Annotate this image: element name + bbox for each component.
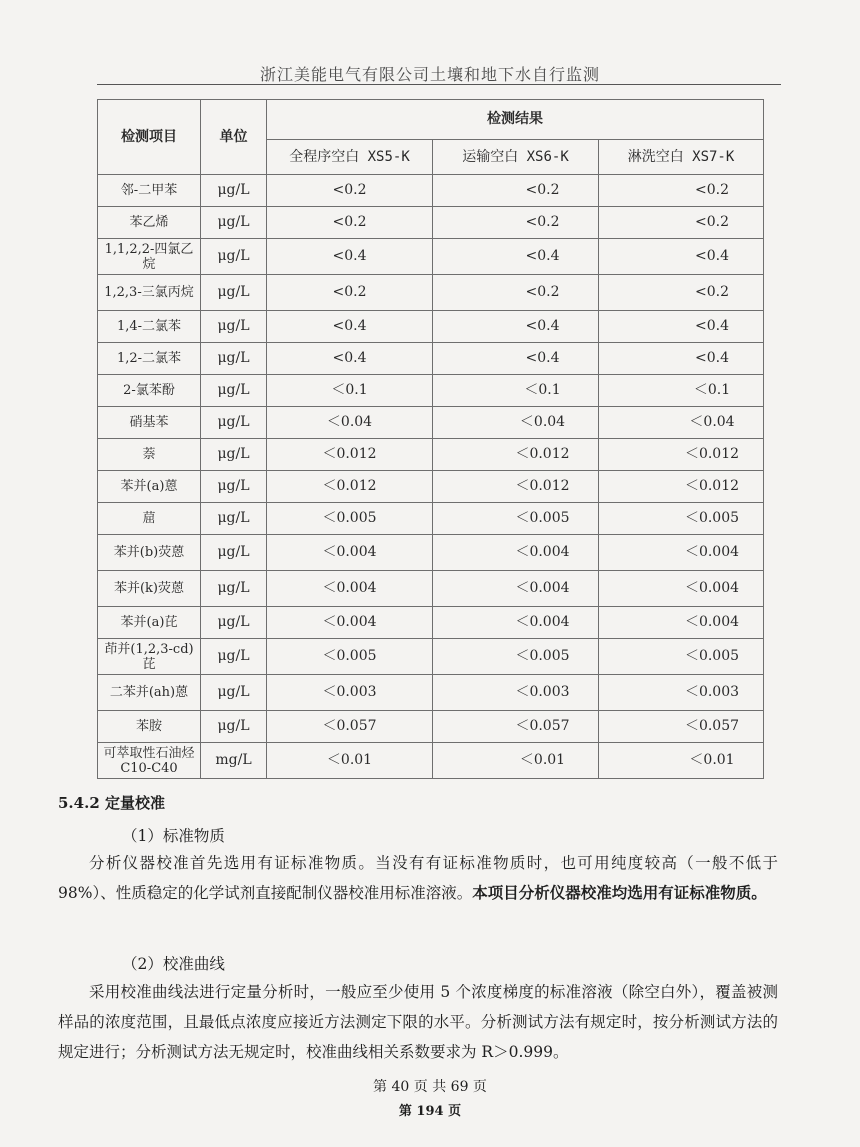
cell-unit: μg/L — [201, 639, 267, 675]
cell-value: <0.4 — [433, 343, 599, 375]
column-header-blank-rinse: 淋洗空白 XS7-K — [599, 140, 764, 175]
cell-item: 二苯并(ah)蒽 — [98, 675, 201, 711]
cell-value: ＜0.1 — [433, 375, 599, 407]
table-row — [98, 711, 764, 743]
cell-value: ＜0.012 — [433, 471, 599, 503]
table-row — [98, 239, 764, 275]
table-row — [98, 175, 764, 207]
column-header-unit: 单位 — [201, 100, 267, 175]
column-header-blank-transport: 运输空白 XS6-K — [433, 140, 599, 175]
cell-unit: μg/L — [201, 275, 267, 311]
cell-unit: μg/L — [201, 343, 267, 375]
cell-unit: μg/L — [201, 439, 267, 471]
cell-unit: μg/L — [201, 675, 267, 711]
cell-unit: μg/L — [201, 311, 267, 343]
cell-value: ＜0.003 — [267, 675, 433, 711]
cell-value: ＜0.012 — [433, 439, 599, 471]
table-row — [98, 571, 764, 607]
table-row — [98, 275, 764, 311]
cell-value: ＜0.005 — [267, 503, 433, 535]
cell-item: 苯并(a)芘 — [98, 607, 201, 639]
cell-value: <0.4 — [599, 239, 764, 275]
cell-value: <0.4 — [599, 311, 764, 343]
cell-unit: μg/L — [201, 711, 267, 743]
cell-value: ＜0.012 — [599, 471, 764, 503]
table-row — [98, 471, 764, 503]
table-row — [98, 535, 764, 571]
page-number: 第 40 页 共 69 页 — [373, 1079, 487, 1095]
cell-value: ＜0.004 — [599, 535, 764, 571]
cell-value: ＜0.004 — [599, 571, 764, 607]
cell-item: 1,1,2,2-四氯乙烷 — [98, 239, 201, 275]
cell-value: ＜0.01 — [267, 743, 433, 779]
cell-value: ＜0.005 — [433, 639, 599, 675]
paragraph-normal-text: 分析仪器校准首先选用有证标准物质。当没有有证标准物质时，也可用纯度较高（一般不低于 98%）、性质稳定的化学试剂直接配制仪器校准用标准溶液。 — [58, 854, 778, 902]
cell-item: 可萃取性石油烃 C10-C40 — [98, 743, 201, 779]
cell-item: 1,2-二氯苯 — [98, 343, 201, 375]
cell-value: <0.2 — [267, 275, 433, 311]
cell-value: ＜0.004 — [433, 571, 599, 607]
cell-value: ＜0.005 — [599, 639, 764, 675]
cell-value: ＜0.057 — [599, 711, 764, 743]
cell-value: <0.2 — [267, 207, 433, 239]
cell-unit: μg/L — [201, 471, 267, 503]
cell-item: 䓛 — [98, 503, 201, 535]
cell-value: ＜0.003 — [599, 675, 764, 711]
column-header-results: 检测结果 — [267, 100, 764, 140]
page-header-title: 浙江美能电气有限公司土壤和地下水自行监测 — [259, 65, 600, 84]
table-row — [98, 343, 764, 375]
cell-value: <0.4 — [599, 343, 764, 375]
table-row — [98, 207, 764, 239]
table-row — [98, 439, 764, 471]
cell-value: ＜0.005 — [599, 503, 764, 535]
table-row — [98, 639, 764, 675]
cell-value: ＜0.04 — [267, 407, 433, 439]
paragraph-standard-materials — [58, 848, 778, 908]
cell-item: 苯并(k)荧蒽 — [98, 571, 201, 607]
cell-value: ＜0.04 — [599, 407, 764, 439]
cell-value: <0.2 — [599, 207, 764, 239]
cell-value: <0.2 — [433, 207, 599, 239]
cell-unit: μg/L — [201, 407, 267, 439]
cell-item: 萘 — [98, 439, 201, 471]
cell-value: <0.2 — [267, 175, 433, 207]
cell-unit: μg/L — [201, 571, 267, 607]
cell-value: ＜0.003 — [433, 675, 599, 711]
cell-value: ＜0.1 — [599, 375, 764, 407]
cell-unit: μg/L — [201, 503, 267, 535]
cell-value: ＜0.004 — [267, 607, 433, 639]
cell-value: ＜0.01 — [433, 743, 599, 779]
cell-value: <0.2 — [433, 175, 599, 207]
cell-value: <0.4 — [267, 343, 433, 375]
cell-value: ＜0.04 — [433, 407, 599, 439]
cell-value: <0.2 — [599, 175, 764, 207]
table-row — [98, 675, 764, 711]
table-row — [98, 375, 764, 407]
cell-item: 苯胺 — [98, 711, 201, 743]
cell-value: <0.4 — [267, 239, 433, 275]
cell-item: 1,4-二氯苯 — [98, 311, 201, 343]
cell-unit: μg/L — [201, 535, 267, 571]
column-header-blank-full: 全程序空白 XS5-K — [267, 140, 433, 175]
cell-value: <0.4 — [267, 311, 433, 343]
header-rule — [97, 84, 781, 85]
cell-value: ＜0.012 — [267, 439, 433, 471]
cell-value: ＜0.005 — [267, 639, 433, 675]
cell-item: 1,2,3-三氯丙烷 — [98, 275, 201, 311]
table-row — [98, 503, 764, 535]
cell-item: 苯乙烯 — [98, 207, 201, 239]
table-row — [98, 407, 764, 439]
cell-value: ＜0.012 — [599, 439, 764, 471]
page-number-overall: 第 194 页 — [398, 1104, 462, 1119]
cell-value: ＜0.004 — [433, 607, 599, 639]
cell-value: <0.2 — [433, 275, 599, 311]
column-header-item: 检测项目 — [98, 100, 201, 175]
paragraph-calibration-curve: 采用校准曲线法进行定量分析时，一般应至少使用 5 个浓度梯度的标准溶液（除空白外），覆盖被测样品的浓度范围，且最低点浓度应接近方法测定下限的水平。分析测试方法有规定时，按分析测试方法的规定进行；分析测试方法无规定时，校准曲线相关系数要求为 R＞0.999。 — [58, 983, 778, 1061]
paragraph-bold-text: 本项目分析仪器校准均选用有证标准物质。 — [472, 883, 767, 902]
results-table — [97, 99, 764, 779]
subsection-calibration-curve: （2）校准曲线 — [122, 955, 225, 973]
cell-value: <0.4 — [433, 311, 599, 343]
table-row — [98, 311, 764, 343]
cell-value: ＜0.004 — [267, 535, 433, 571]
section-heading: 5.4.2 定量校准 — [58, 794, 165, 812]
cell-value: ＜0.01 — [599, 743, 764, 779]
cell-value: ＜0.012 — [267, 471, 433, 503]
cell-value: ＜0.1 — [267, 375, 433, 407]
cell-unit: mg/L — [201, 743, 267, 779]
table-row — [98, 607, 764, 639]
cell-value: ＜0.004 — [599, 607, 764, 639]
cell-unit: μg/L — [201, 375, 267, 407]
cell-item: 2-氯苯酚 — [98, 375, 201, 407]
cell-value: ＜0.057 — [267, 711, 433, 743]
cell-value: ＜0.004 — [433, 535, 599, 571]
cell-unit: μg/L — [201, 207, 267, 239]
cell-value: ＜0.004 — [267, 571, 433, 607]
table-row — [98, 743, 764, 779]
cell-item: 茚并(1,2,3-cd)芘 — [98, 639, 201, 675]
cell-value: ＜0.057 — [433, 711, 599, 743]
cell-value: ＜0.005 — [433, 503, 599, 535]
cell-unit: μg/L — [201, 175, 267, 207]
cell-value: <0.4 — [433, 239, 599, 275]
subsection-standard-materials: （1）标准物质 — [122, 827, 225, 845]
cell-item: 苯并(b)荧蒽 — [98, 535, 201, 571]
cell-value: <0.2 — [599, 275, 764, 311]
cell-unit: μg/L — [201, 239, 267, 275]
cell-item: 硝基苯 — [98, 407, 201, 439]
cell-unit: μg/L — [201, 607, 267, 639]
cell-item: 苯并(a)蒽 — [98, 471, 201, 503]
cell-item: 邻-二甲苯 — [98, 175, 201, 207]
